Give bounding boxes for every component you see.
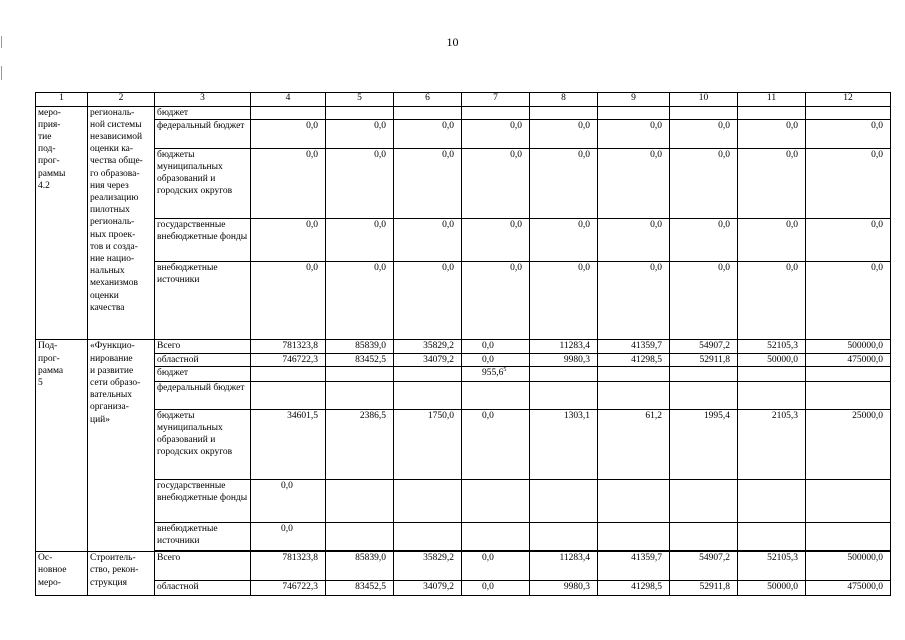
value-cell: 0,0 [462,340,530,354]
value-cell: 52911,8 [670,581,738,596]
source-cell: федеральный бюджет [155,381,251,409]
value-cell [598,381,670,409]
value-cell: 0,0 [462,262,530,340]
value-cell [462,479,530,523]
value-cell: 0,0 [394,262,462,340]
value-cell [806,523,891,551]
source-cell: федеральный бюджет [155,120,251,149]
value-cell: 475000,0 [806,353,891,367]
value-cell [394,106,462,120]
table-row [36,409,891,479]
value-cell: 83452,5 [326,581,394,596]
value-cell: 0,0 [251,262,326,340]
table-row [36,353,891,367]
value-cell: 0,0 [462,149,530,219]
value-cell [598,106,670,120]
header-cell: 12 [806,93,891,107]
header-cell: 10 [670,93,738,107]
source-cell: бюджет [155,106,251,120]
value-cell: 0,0 [738,120,806,149]
value-cell: 0,0 [738,218,806,262]
value-cell: 41359,7 [598,340,670,354]
value-cell: 0,0 [806,120,891,149]
header-cell: 9 [598,93,670,107]
value-cell: 0,0 [394,218,462,262]
table-row [36,367,891,382]
table-row [36,479,891,523]
value-cell: 34079,2 [394,353,462,367]
value-cell: 0,0 [326,120,394,149]
value-cell: 0,0 [462,218,530,262]
value-cell: 1303,1 [530,409,598,479]
value-cell [394,381,462,409]
funding-table [35,92,891,596]
value-cell [670,367,738,382]
value-cell [326,106,394,120]
value-cell [462,523,530,551]
value-cell: 781323,8 [251,340,326,354]
value-cell [326,381,394,409]
value-cell: 0,0 [806,149,891,219]
source-cell: внебюджетные источники [155,262,251,340]
value-cell: 0,0 [738,149,806,219]
value-cell: 0,0 [530,262,598,340]
value-cell [394,367,462,382]
value-cell: 0,0 [326,149,394,219]
value-cell: 11283,4 [530,340,598,354]
value-cell [326,479,394,523]
page-number: 10 [446,35,459,49]
table-row [36,381,891,409]
header-cell: 11 [738,93,806,107]
value-cell: 9980,3 [530,353,598,367]
source-cell: внебюджетные источники [155,523,251,551]
measure-cell: меро- прия- тие под- прог- раммы 4.2 [36,106,88,340]
value-cell: 0,0 [598,120,670,149]
table-row [36,340,891,354]
table-header-row [36,93,891,107]
description-cell: Строитель- ство, рекон- струкция [88,552,155,596]
value-cell [670,381,738,409]
header-cell: 7 [462,93,530,107]
value-cell: 0,0 [670,218,738,262]
description-cell: региональ- ной системы независимой оценки ка- чества обще- го образова- ния через реализацию пилотных региональ- ных проек- тов и созда- ние нацио- нальных механизмов оценки качества [88,106,155,340]
value-cell: 54907,2 [670,552,738,581]
value-cell: 0,0 [394,149,462,219]
value-cell: 41298,5 [598,353,670,367]
value-cell: 83452,5 [326,353,394,367]
table-row [36,149,891,219]
value-cell [394,523,462,551]
value-cell [530,367,598,382]
value-cell [326,523,394,551]
value-cell: 25000,0 [806,409,891,479]
value-cell: 0,0 [806,262,891,340]
value-cell [530,106,598,120]
value-cell: 0,0 [462,353,530,367]
value-cell: 746722,3 [251,581,326,596]
value-cell: 0,0 [530,149,598,219]
value-cell [738,381,806,409]
value-cell: 0,0 [251,120,326,149]
value-cell: 0,0 [806,218,891,262]
value-cell: 0,0 [738,262,806,340]
source-cell: бюджеты муниципальных образований и городских округов [155,409,251,479]
value-cell: 781323,8 [251,552,326,581]
value-cell: 52911,8 [670,353,738,367]
value-cell [251,106,326,120]
value-cell: 35829,2 [394,552,462,581]
value-cell: 0,0 [394,120,462,149]
value-cell: 0,0 [598,149,670,219]
value-cell: 0,0 [670,149,738,219]
header-cell: 3 [155,93,251,107]
value-cell [530,523,598,551]
table-row [36,262,891,340]
value-cell: 41298,5 [598,581,670,596]
header-cell: 8 [530,93,598,107]
value-cell [738,523,806,551]
value-cell [806,106,891,120]
table-row [36,106,891,120]
source-cell: бюджеты муниципальных образований и городских округов [155,149,251,219]
header-cell: 2 [88,93,155,107]
value-cell: 500000,0 [806,340,891,354]
header-cell: 1 [36,93,88,107]
value-cell: 0,0 [462,581,530,596]
value-cell: 52105,3 [738,340,806,354]
value-cell: 2105,3 [738,409,806,479]
value-cell [394,479,462,523]
value-cell: 955,6$^5$ [462,367,530,382]
value-cell [738,367,806,382]
value-cell: 0,0 [462,120,530,149]
table-row [36,581,891,596]
value-cell: 35829,2 [394,340,462,354]
table-row [36,120,891,149]
value-cell: 475000,0 [806,581,891,596]
value-cell: 85839,0 [326,340,394,354]
value-cell [326,367,394,382]
value-cell [806,381,891,409]
value-cell: 746722,3 [251,353,326,367]
value-cell [670,106,738,120]
value-cell [251,367,326,382]
value-cell: 0,0 [670,262,738,340]
value-cell: 0,0 [462,409,530,479]
value-cell: 61,2 [598,409,670,479]
value-cell [806,479,891,523]
value-cell: 0,0 [598,262,670,340]
value-cell [806,367,891,382]
scan-edge-mark [1,66,2,80]
value-cell: 1995,4 [670,409,738,479]
value-cell: 85839,0 [326,552,394,581]
value-cell: 34601,5 [251,409,326,479]
value-cell [530,381,598,409]
value-cell: 0,0 [462,552,530,581]
description-cell: «Функцио- нирование и развитие сети образо- вательных организа- ций» [88,340,155,552]
value-cell [462,381,530,409]
value-cell [670,523,738,551]
value-cell: 0,0 [670,120,738,149]
value-cell: 0,0 [251,218,326,262]
value-cell: 0,0 [326,218,394,262]
value-cell: 0,0 [530,120,598,149]
value-cell [738,106,806,120]
value-cell: 0,0 [251,479,326,523]
source-cell: областной [155,353,251,367]
source-cell: государственные внебюджетные фонды [155,218,251,262]
table-row [36,552,891,581]
value-cell [598,367,670,382]
table-row [36,523,891,551]
value-cell [251,381,326,409]
value-cell: 0,0 [326,262,394,340]
value-cell: 0,0 [251,149,326,219]
value-cell: 500000,0 [806,552,891,581]
source-cell: областной [155,581,251,596]
value-cell: 11283,4 [530,552,598,581]
value-cell [670,479,738,523]
value-cell: 2386,5 [326,409,394,479]
measure-cell: Под- прог- рамма 5 [36,340,88,552]
header-cell: 4 [251,93,326,107]
table-row [36,218,891,262]
value-cell: 50000,0 [738,581,806,596]
value-cell [598,523,670,551]
value-cell [598,479,670,523]
value-cell [462,106,530,120]
value-cell: 9980,3 [530,581,598,596]
value-cell: 41359,7 [598,552,670,581]
source-cell: государственные внебюджетные фонды [155,479,251,523]
value-cell: 1750,0 [394,409,462,479]
source-cell: Всего [155,552,251,581]
value-cell: 0,0 [598,218,670,262]
header-cell: 6 [394,93,462,107]
source-cell: бюджет [155,367,251,382]
value-cell: 0,0 [530,218,598,262]
source-cell: Всего [155,340,251,354]
value-cell [530,479,598,523]
value-cell: 52105,3 [738,552,806,581]
measure-cell: Ос- новное меро- [36,552,88,596]
header-cell: 5 [326,93,394,107]
value-cell: 0,0 [251,523,326,551]
value-cell: 54907,2 [670,340,738,354]
value-cell: 34079,2 [394,581,462,596]
value-cell [738,479,806,523]
value-cell: 50000,0 [738,353,806,367]
